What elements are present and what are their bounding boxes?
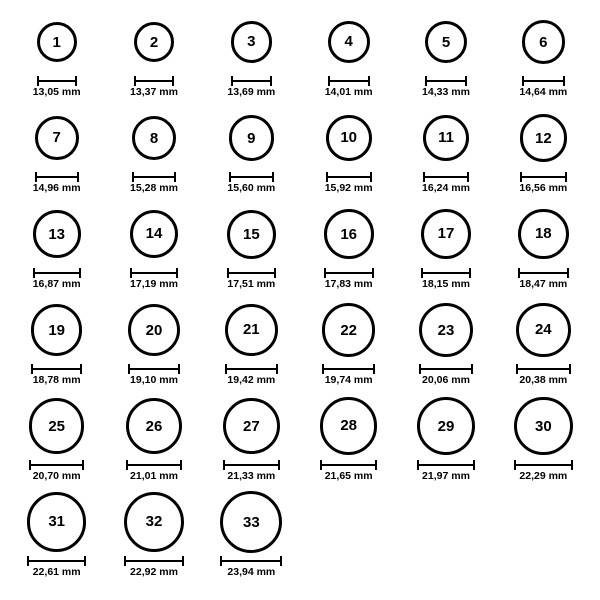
ring-circle-wrap: [37, 10, 77, 74]
ring-circle-icon: [514, 397, 573, 456]
ring-circle-wrap: [29, 394, 85, 458]
dimension-tick-right: [571, 460, 573, 470]
ring-circle-icon: [516, 303, 571, 358]
ring-size-number: 17: [437, 225, 455, 243]
dimension-bar: [324, 272, 374, 274]
ring-circle-wrap: [417, 394, 475, 458]
ring-circle-wrap: [132, 106, 177, 170]
diameter-label: 23,94 mm: [227, 566, 276, 578]
ring-circle-icon: [223, 398, 280, 455]
ring-size-number: 18: [534, 225, 552, 243]
dimension-bar: [421, 272, 471, 274]
ring-size-number: 32: [145, 513, 163, 531]
ring-size-number: 22: [340, 321, 357, 339]
dimension-tick-right: [182, 556, 184, 566]
dimension-line: [520, 172, 567, 180]
dimension-tick-left: [520, 172, 522, 182]
diameter-label: 16,24 mm: [422, 182, 470, 194]
dimension-tick-left: [128, 364, 130, 374]
ring-size-cell[interactable]: [105, 10, 202, 106]
dimension-line: [130, 268, 178, 276]
ring-size-cell[interactable]: [105, 394, 202, 490]
dimension-line: [328, 76, 370, 84]
dimension-bar: [33, 272, 81, 274]
dimension-tick-left: [132, 172, 134, 182]
ring-circle-icon: [130, 210, 178, 258]
ring-circle-icon: [134, 22, 175, 63]
diameter-label: 21,33 mm: [227, 470, 276, 482]
dimension-bar: [29, 464, 85, 466]
diameter-label: 14,33 mm: [422, 86, 470, 98]
dimension-tick-right: [276, 364, 278, 374]
ring-circle-wrap: [423, 106, 469, 170]
dimension-line: [33, 268, 81, 276]
diameter-label: 13,69 mm: [227, 86, 276, 98]
dimension-tick-left: [518, 268, 520, 278]
diameter-label: 21,97 mm: [422, 470, 470, 482]
dimension-bar: [320, 464, 377, 466]
ring-size-number: 29: [437, 417, 455, 435]
ring-size-number: 20: [145, 321, 163, 339]
dimension-tick-left: [522, 76, 524, 86]
ring-size-number: 2: [149, 33, 159, 51]
ring-size-number: 14: [145, 225, 163, 243]
dimension-line: [132, 172, 177, 180]
ring-size-number: 25: [48, 417, 65, 435]
ring-size-cell[interactable]: [495, 298, 592, 394]
ring-circle-icon: [421, 209, 471, 259]
diameter-label: 19,74 mm: [324, 374, 373, 386]
dimension-tick-left: [320, 460, 322, 470]
dimension-line: [29, 460, 85, 468]
ring-size-number: 26: [145, 417, 163, 435]
ring-circle-icon: [417, 397, 475, 455]
ring-size-cell[interactable]: [495, 106, 592, 202]
ring-circle-icon: [328, 21, 370, 63]
ring-size-number: 33: [242, 513, 260, 531]
dimension-tick-right: [368, 76, 370, 86]
ring-circle-icon: [37, 22, 77, 62]
ring-size-number: 13: [48, 225, 65, 243]
dimension-line: [27, 556, 86, 564]
ring-size-cell[interactable]: [203, 298, 300, 394]
dimension-line: [423, 172, 469, 180]
dimension-line: [324, 268, 374, 276]
diameter-label: 19,10 mm: [130, 374, 178, 386]
dimension-bar: [425, 80, 468, 82]
ring-circle-icon: [320, 397, 377, 454]
dimension-tick-left: [417, 460, 419, 470]
ring-circle-icon: [520, 114, 567, 161]
dimension-tick-right: [82, 460, 84, 470]
ring-size-cell[interactable]: [300, 394, 397, 490]
dimension-tick-right: [372, 268, 374, 278]
dimension-bar: [223, 464, 280, 466]
ring-size-number: 9: [247, 129, 256, 147]
ring-circle-wrap: [514, 394, 573, 458]
ring-circle-icon: [423, 115, 469, 161]
dimension-tick-right: [370, 172, 372, 182]
ring-size-cell[interactable]: [397, 394, 494, 490]
ring-circle-wrap: [320, 394, 377, 458]
ring-circle-wrap: [35, 106, 79, 170]
dimension-tick-left: [425, 76, 427, 86]
dimension-bar: [134, 80, 175, 82]
ring-size-number: 19: [48, 321, 65, 339]
diameter-label: 21,01 mm: [130, 470, 178, 482]
dimension-tick-right: [567, 268, 569, 278]
ring-circle-wrap: [322, 298, 376, 362]
dimension-tick-left: [35, 172, 37, 182]
diameter-label: 20,38 mm: [519, 374, 568, 386]
dimension-line: [518, 268, 569, 276]
dimension-bar: [423, 176, 469, 178]
ring-size-number: 27: [242, 417, 260, 435]
dimension-tick-right: [278, 460, 280, 470]
dimension-line: [522, 76, 565, 84]
ring-size-number: 7: [52, 129, 61, 147]
ring-circle-wrap: [229, 106, 274, 170]
ring-circle-wrap: [130, 202, 178, 266]
diameter-label: 18,47 mm: [519, 278, 568, 290]
dimension-bar: [27, 560, 86, 562]
dimension-tick-right: [565, 172, 567, 182]
dimension-line: [320, 460, 377, 468]
dimension-tick-right: [75, 76, 77, 86]
dimension-tick-right: [174, 172, 176, 182]
dimension-tick-right: [469, 268, 471, 278]
ring-size-cell[interactable]: [105, 106, 202, 202]
ring-size-number: 31: [48, 513, 65, 531]
diameter-label: 14,64 mm: [519, 86, 568, 98]
diameter-label: 14,96 mm: [32, 182, 81, 194]
dimension-tick-right: [79, 268, 81, 278]
dimension-tick-right: [176, 268, 178, 278]
ring-circle-wrap: [33, 202, 81, 266]
dimension-line: [229, 172, 274, 180]
ring-size-cell[interactable]: [300, 106, 397, 202]
ring-circle-wrap: [516, 298, 571, 362]
dimension-tick-right: [373, 364, 375, 374]
dimension-tick-right: [473, 460, 475, 470]
dimension-line: [225, 364, 278, 372]
ring-circle-icon: [229, 115, 274, 160]
ring-circle-icon: [419, 303, 473, 357]
ring-size-number: 15: [242, 225, 260, 243]
dimension-line: [231, 76, 272, 84]
ring-circle-icon: [322, 303, 376, 357]
dimension-tick-right: [274, 268, 276, 278]
ring-circle-icon: [33, 210, 81, 258]
dimension-tick-right: [178, 364, 180, 374]
dimension-line: [124, 556, 184, 564]
ring-size-number: 8: [149, 129, 159, 147]
ring-circle-wrap: [522, 10, 565, 74]
dimension-line: [326, 172, 372, 180]
dimension-line: [37, 76, 77, 84]
ring-circle-wrap: [223, 394, 280, 458]
dimension-tick-right: [77, 172, 79, 182]
dimension-tick-right: [280, 556, 282, 566]
ring-size-cell[interactable]: [300, 10, 397, 106]
dimension-line: [126, 460, 182, 468]
dimension-tick-left: [33, 268, 35, 278]
ring-size-cell[interactable]: [203, 394, 300, 490]
diameter-label: 16,87 mm: [32, 278, 81, 290]
diameter-label: 20,70 mm: [32, 470, 81, 482]
dimension-tick-right: [172, 76, 174, 86]
dimension-tick-right: [569, 364, 571, 374]
ring-circle-icon: [128, 304, 180, 356]
dimension-bar: [229, 176, 274, 178]
diameter-label: 15,60 mm: [227, 182, 276, 194]
dimension-tick-left: [229, 172, 231, 182]
dimension-bar: [130, 272, 178, 274]
dimension-bar: [35, 176, 79, 178]
ring-size-number: 30: [534, 417, 552, 435]
dimension-tick-right: [84, 556, 86, 566]
diameter-label: 22,92 mm: [130, 566, 178, 578]
diameter-label: 18,15 mm: [422, 278, 470, 290]
ring-size-cell[interactable]: [300, 202, 397, 298]
ring-size-cell[interactable]: [203, 106, 300, 202]
diameter-label: 13,37 mm: [130, 86, 178, 98]
ring-circle-wrap: [326, 106, 372, 170]
dimension-tick-left: [516, 364, 518, 374]
ring-size-number: 11: [438, 129, 454, 147]
ring-circle-wrap: [231, 10, 272, 74]
dimension-line: [227, 268, 276, 276]
ring-circle-icon: [35, 116, 79, 160]
ring-size-number: 6: [539, 33, 548, 51]
ring-size-number: 12: [534, 129, 552, 147]
dimension-tick-left: [134, 76, 136, 86]
dimension-tick-right: [471, 364, 473, 374]
ring-size-cell[interactable]: [105, 202, 202, 298]
dimension-line: [421, 268, 471, 276]
dimension-bar: [514, 464, 573, 466]
ring-size-cell[interactable]: [105, 298, 202, 394]
dimension-tick-right: [467, 172, 469, 182]
dimension-tick-right: [563, 76, 565, 86]
diameter-label: 20,06 mm: [422, 374, 470, 386]
ring-circle-icon: [124, 492, 184, 552]
ring-size-number: 4: [344, 33, 353, 51]
ring-size-cell[interactable]: [203, 10, 300, 106]
ring-circle-wrap: [518, 202, 569, 266]
dimension-bar: [231, 80, 272, 82]
dimension-tick-right: [180, 460, 182, 470]
dimension-tick-left: [514, 460, 516, 470]
diameter-label: 15,28 mm: [130, 182, 178, 194]
dimension-tick-left: [328, 76, 330, 86]
dimension-tick-left: [421, 268, 423, 278]
ring-circle-icon: [225, 304, 278, 357]
dimension-tick-left: [31, 364, 33, 374]
ring-circle-wrap: [27, 490, 86, 554]
dimension-tick-left: [227, 268, 229, 278]
dimension-tick-left: [322, 364, 324, 374]
ring-circle-wrap: [520, 106, 567, 170]
ring-size-cell[interactable]: [397, 10, 494, 106]
dimension-bar: [328, 80, 370, 82]
dimension-tick-left: [423, 172, 425, 182]
dimension-tick-right: [270, 76, 272, 86]
ring-circle-icon: [27, 492, 86, 551]
diameter-label: 22,29 mm: [519, 470, 568, 482]
ring-size-number: 24: [534, 321, 552, 339]
ring-circle-icon: [227, 210, 276, 259]
dimension-tick-right: [80, 364, 82, 374]
ring-circle-wrap: [324, 202, 374, 266]
ring-size-cell[interactable]: [397, 106, 494, 202]
ring-circle-wrap: [128, 298, 180, 362]
ring-size-number: 5: [441, 33, 451, 51]
ring-circle-icon: [231, 21, 272, 62]
dimension-tick-right: [375, 460, 377, 470]
dimension-bar: [227, 272, 276, 274]
dimension-line: [425, 76, 468, 84]
dimension-tick-left: [223, 460, 225, 470]
ring-size-cell[interactable]: [397, 298, 494, 394]
diameter-label: 17,51 mm: [227, 278, 276, 290]
dimension-tick-left: [37, 76, 39, 86]
dimension-tick-left: [220, 556, 222, 566]
diameter-label: 13,05 mm: [32, 86, 81, 98]
dimension-tick-left: [130, 268, 132, 278]
dimension-tick-left: [419, 364, 421, 374]
dimension-tick-right: [272, 172, 274, 182]
dimension-bar: [520, 176, 567, 178]
dimension-bar: [326, 176, 372, 178]
ring-size-number: 21: [242, 321, 260, 339]
diameter-label: 17,83 mm: [324, 278, 373, 290]
ring-circle-icon: [220, 491, 282, 553]
ring-circle-icon: [326, 115, 372, 161]
ring-size-cell[interactable]: [8, 10, 105, 106]
ring-circle-wrap: [227, 202, 276, 266]
ring-circle-icon: [324, 209, 374, 259]
ring-size-cell[interactable]: [105, 490, 202, 586]
dimension-line: [134, 76, 175, 84]
dimension-line: [35, 172, 79, 180]
ring-circle-wrap: [126, 394, 182, 458]
dimension-bar: [37, 80, 77, 82]
ring-circle-wrap: [31, 298, 83, 362]
ring-size-cell[interactable]: [397, 202, 494, 298]
dimension-tick-left: [27, 556, 29, 566]
ring-size-cell[interactable]: [8, 298, 105, 394]
dimension-line: [223, 460, 280, 468]
ring-size-cell[interactable]: [495, 202, 592, 298]
ring-circle-wrap: [225, 298, 278, 362]
ring-circle-icon: [29, 398, 85, 454]
ring-circle-icon: [522, 20, 565, 63]
ring-size-cell[interactable]: [203, 202, 300, 298]
dimension-tick-left: [324, 268, 326, 278]
dimension-bar: [124, 560, 184, 562]
dimension-line: [322, 364, 376, 372]
dimension-tick-left: [126, 460, 128, 470]
ring-size-number: 10: [340, 129, 357, 147]
ring-size-number: 3: [247, 33, 256, 51]
diameter-label: 17,19 mm: [130, 278, 178, 290]
dimension-bar: [417, 464, 475, 466]
dimension-line: [514, 460, 573, 468]
dimension-bar: [128, 368, 180, 370]
dimension-line: [220, 556, 282, 564]
dimension-bar: [522, 80, 565, 82]
dimension-line: [417, 460, 475, 468]
dimension-tick-left: [225, 364, 227, 374]
ring-circle-wrap: [425, 10, 468, 74]
dimension-bar: [225, 368, 278, 370]
ring-circle-wrap: [220, 490, 282, 554]
ring-size-cell[interactable]: [8, 394, 105, 490]
dimension-line: [419, 364, 473, 372]
dimension-bar: [132, 176, 177, 178]
ring-size-cell[interactable]: [300, 298, 397, 394]
ring-size-number: 28: [340, 417, 357, 435]
diameter-label: 16,56 mm: [519, 182, 568, 194]
ring-circle-icon: [126, 398, 182, 454]
ring-circle-icon: [31, 304, 83, 356]
diameter-label: 22,61 mm: [32, 566, 81, 578]
diameter-label: 15,92 mm: [324, 182, 373, 194]
ring-size-cell[interactable]: [203, 490, 300, 586]
ring-size-cell[interactable]: [495, 10, 592, 106]
ring-circle-icon: [518, 209, 569, 260]
ring-size-cell[interactable]: [8, 202, 105, 298]
dimension-bar: [518, 272, 569, 274]
ring-circle-wrap: [421, 202, 471, 266]
dimension-line: [31, 364, 83, 372]
ring-circle-wrap: [419, 298, 473, 362]
diameter-label: 14,01 mm: [324, 86, 373, 98]
dimension-bar: [419, 368, 473, 370]
dimension-bar: [220, 560, 282, 562]
ring-circle-wrap: [328, 10, 370, 74]
dimension-bar: [126, 464, 182, 466]
dimension-tick-left: [231, 76, 233, 86]
dimension-tick-left: [124, 556, 126, 566]
ring-circle-icon: [425, 21, 468, 64]
ring-circle-icon: [132, 116, 177, 161]
ring-size-number: 16: [340, 225, 357, 243]
diameter-label: 18,78 mm: [32, 374, 81, 386]
dimension-tick-left: [29, 460, 31, 470]
dimension-line: [516, 364, 571, 372]
dimension-bar: [31, 368, 83, 370]
dimension-tick-left: [326, 172, 328, 182]
diameter-label: 21,65 mm: [324, 470, 373, 482]
ring-size-number: 23: [437, 321, 455, 339]
dimension-tick-right: [465, 76, 467, 86]
ring-size-cell[interactable]: [8, 106, 105, 202]
ring-circle-wrap: [124, 490, 184, 554]
ring-size-cell[interactable]: [495, 394, 592, 490]
ring-size-number: 1: [52, 33, 61, 51]
dimension-line: [128, 364, 180, 372]
diameter-label: 19,42 mm: [227, 374, 276, 386]
dimension-bar: [322, 368, 376, 370]
dimension-bar: [516, 368, 571, 370]
ring-circle-wrap: [134, 10, 175, 74]
ring-size-cell[interactable]: [8, 490, 105, 586]
